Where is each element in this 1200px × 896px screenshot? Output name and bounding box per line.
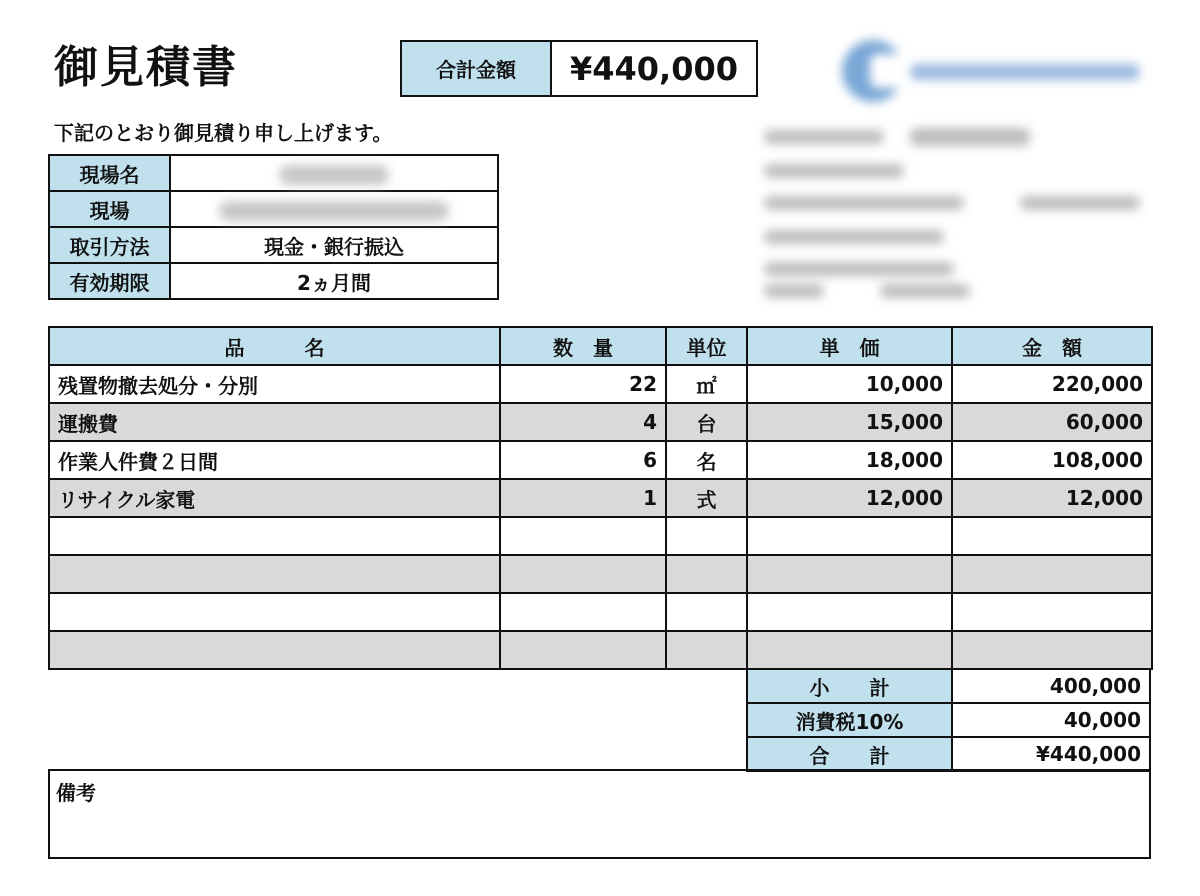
subtotal-value: 400,000 <box>952 669 1150 703</box>
info-row <box>49 191 498 227</box>
table-row <box>49 555 1152 593</box>
table-row <box>49 403 1152 441</box>
item-name <box>49 517 500 555</box>
item-qty: 1 <box>500 479 666 517</box>
header-item-name: 品 名 <box>49 327 500 365</box>
item-unit <box>666 555 747 593</box>
item-unit <box>666 517 747 555</box>
table-row <box>49 593 1152 631</box>
table-row <box>49 479 1152 517</box>
header-unit-price: 単 価 <box>747 327 952 365</box>
item-price <box>747 593 952 631</box>
item-amount <box>952 631 1152 669</box>
item-name: 残置物撤去処分・分別 <box>49 365 500 403</box>
item-qty: 4 <box>500 403 666 441</box>
info-key: 取引方法 <box>49 227 170 263</box>
item-qty <box>500 631 666 669</box>
line-items-table <box>48 326 1153 670</box>
item-unit: 台 <box>666 403 747 441</box>
header-amount: 金 額 <box>952 327 1152 365</box>
item-price: 15,000 <box>747 403 952 441</box>
table-row <box>49 631 1152 669</box>
info-key: 現場 <box>49 191 170 227</box>
info-key: 現場名 <box>49 155 170 191</box>
subtotal-label: 小 計 <box>747 669 952 703</box>
summary-row-subtotal <box>747 669 1150 703</box>
remarks-label: 備考 <box>56 781 96 805</box>
item-qty <box>500 517 666 555</box>
summary-row-total <box>747 737 1150 771</box>
item-unit: 式 <box>666 479 747 517</box>
item-qty <box>500 555 666 593</box>
total-amount-value: ¥440,000 <box>569 49 738 88</box>
header-unit: 単位 <box>666 327 747 365</box>
item-price: 18,000 <box>747 441 952 479</box>
item-amount <box>952 593 1152 631</box>
info-row <box>49 227 498 263</box>
item-unit: ㎡ <box>666 365 747 403</box>
item-unit <box>666 593 747 631</box>
company-logo <box>842 40 904 102</box>
item-price: 10,000 <box>747 365 952 403</box>
info-value-redacted <box>170 155 498 191</box>
item-name <box>49 555 500 593</box>
summary-row-tax <box>747 703 1150 737</box>
company-info-redacted <box>760 30 1160 310</box>
item-name: 作業人件費２日間 <box>49 441 500 479</box>
info-value-redacted <box>170 191 498 227</box>
item-price <box>747 517 952 555</box>
table-row <box>49 517 1152 555</box>
item-amount <box>952 555 1152 593</box>
total-amount-box <box>400 40 758 97</box>
item-name <box>49 593 500 631</box>
item-amount <box>952 517 1152 555</box>
info-value: 現金・銀行振込 <box>170 227 498 263</box>
item-qty: 6 <box>500 441 666 479</box>
info-key: 有効期限 <box>49 263 170 299</box>
item-amount: 220,000 <box>952 365 1152 403</box>
summary-table <box>746 668 1151 772</box>
table-row <box>49 365 1152 403</box>
item-price: 12,000 <box>747 479 952 517</box>
header-quantity: 数 量 <box>500 327 666 365</box>
item-unit: 名 <box>666 441 747 479</box>
tax-label: 消費税10% <box>747 703 952 737</box>
item-amount: 108,000 <box>952 441 1152 479</box>
item-qty <box>500 593 666 631</box>
item-price <box>747 631 952 669</box>
tax-value: 40,000 <box>952 703 1150 737</box>
item-price <box>747 555 952 593</box>
item-qty: 22 <box>500 365 666 403</box>
item-amount: 12,000 <box>952 479 1152 517</box>
items-header-row <box>49 327 1152 365</box>
item-name: リサイクル家電 <box>49 479 500 517</box>
item-name <box>49 631 500 669</box>
grand-total-label: 合 計 <box>747 737 952 771</box>
document-title: 御見積書 <box>54 42 238 93</box>
item-name: 運搬費 <box>49 403 500 441</box>
item-amount: 60,000 <box>952 403 1152 441</box>
info-row <box>49 263 498 299</box>
info-value: 2ヵ月間 <box>170 263 498 299</box>
site-info-table <box>48 154 499 300</box>
total-amount-label: 合計金額 <box>402 42 552 95</box>
table-row <box>49 441 1152 479</box>
intro-text: 下記のとおり御見積り申し上げます。 <box>54 121 393 145</box>
grand-total-value: ¥440,000 <box>952 737 1150 771</box>
remarks-box <box>48 769 1151 859</box>
info-row <box>49 155 498 191</box>
item-unit <box>666 631 747 669</box>
